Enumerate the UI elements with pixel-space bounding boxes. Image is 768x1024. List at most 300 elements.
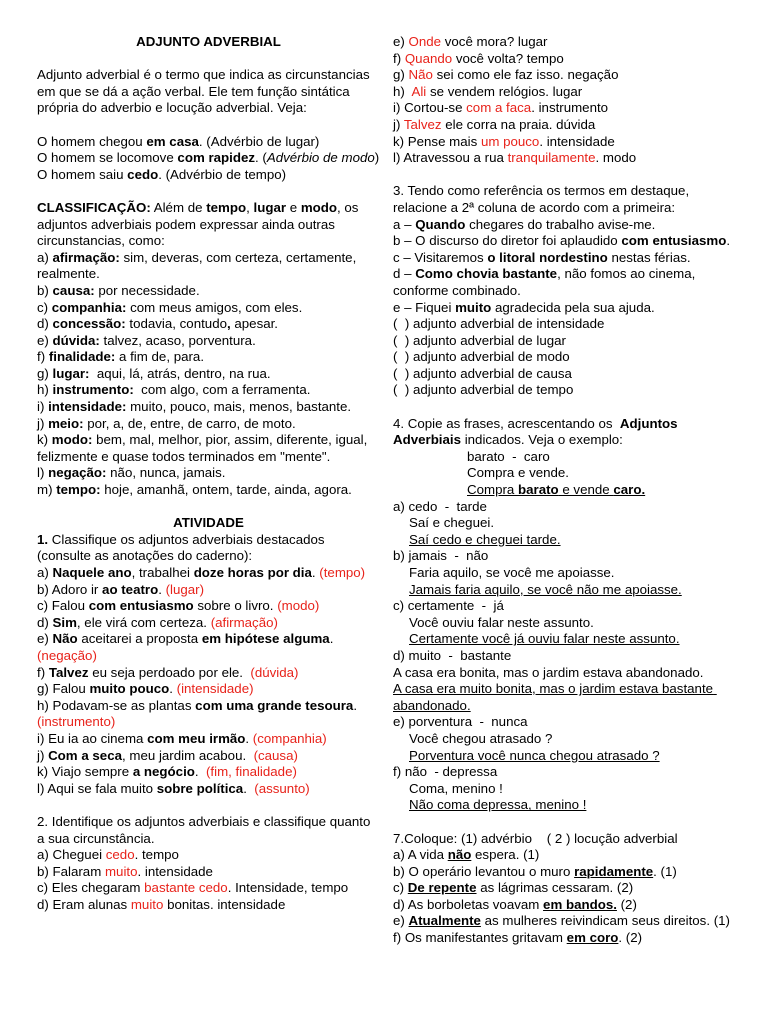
text-line: [393, 34, 733, 51]
text-run: com entusiasmo: [88, 598, 194, 614]
text-run: bem, mal, melhor, pior, assim, diferente, igual, felizmente e quase todos terminados em "mente".: [37, 432, 372, 464]
text-run: você mora? lugar: [441, 34, 548, 49]
text-run: com meu irmão: [147, 730, 246, 746]
text-run: com uma grande tesoura: [195, 697, 354, 713]
text-line: [37, 432, 380, 465]
text-run: Não: [52, 631, 78, 647]
text-run: , os adjuntos adverbiais podem expressar ainda outras circunstancias, como:: [37, 199, 363, 249]
text-run: k) Pense mais: [393, 133, 481, 149]
text-run: ( ) adjunto adverbial de lugar: [393, 332, 566, 348]
text-run: . (1): [653, 863, 677, 879]
text-run: . (Advérbio de tempo): [158, 166, 287, 182]
text-run: (assunto): [254, 780, 310, 796]
text-run: Advérbio de modo: [266, 150, 375, 166]
blank-line: [37, 51, 380, 68]
text-run: (negação): [37, 647, 97, 663]
text-line: [393, 217, 733, 234]
text-line: [393, 150, 733, 167]
text-run: a): [37, 249, 53, 265]
text-run: (intensidade): [176, 681, 254, 697]
text-run: nestas férias.: [607, 249, 691, 265]
text-run: Não coma depressa, menino !: [409, 797, 587, 813]
text-run: a) A vida: [393, 847, 448, 863]
text-run: não, nunca, jamais.: [106, 465, 226, 481]
blank-line: [393, 167, 733, 184]
text-run: afirmação:: [52, 249, 120, 265]
text-line: [37, 316, 380, 333]
text-run: ( ) adjunto adverbial de tempo: [393, 382, 574, 398]
text-run: c – Visitaremos: [393, 249, 488, 265]
text-line: [393, 134, 733, 151]
text-line: [393, 349, 733, 366]
text-run: ( ) adjunto adverbial de causa: [393, 365, 572, 381]
text-run: muito: [104, 863, 138, 879]
text-line: [393, 515, 733, 532]
text-line: [393, 548, 733, 565]
text-line: [37, 880, 380, 897]
text-line: [37, 67, 380, 117]
text-run: modo: [300, 199, 338, 215]
text-run: (afirmação): [210, 614, 278, 630]
text-run: e – Fiquei: [393, 299, 456, 315]
text-run: (2): [616, 896, 637, 912]
text-run: c): [393, 880, 408, 896]
text-run: (tempo): [319, 565, 366, 580]
text-line: [393, 764, 733, 781]
text-line: [393, 731, 733, 748]
text-run: a) cedo - tarde: [393, 498, 487, 514]
text-run: ,: [226, 316, 231, 332]
text-line: [37, 731, 380, 748]
text-run: ( ) adjunto adverbial de intensidade: [393, 316, 605, 332]
text-line: [37, 698, 380, 731]
text-run: as lágrimas cessaram. (2): [476, 880, 634, 896]
text-run: causa:: [52, 282, 95, 298]
text-line: [393, 183, 733, 216]
text-run: Saí cedo e cheguei tarde.: [409, 531, 561, 547]
text-line: [37, 631, 380, 664]
text-line: [393, 499, 733, 516]
text-line: [393, 665, 733, 682]
text-line: [37, 665, 380, 682]
text-run: f): [393, 50, 405, 66]
blank-line: [37, 499, 380, 516]
text-run: (instrumento): [37, 714, 116, 730]
text-line: [393, 366, 733, 383]
text-run: i) Eu ia ao cinema: [37, 730, 148, 746]
text-line: [393, 582, 733, 599]
text-run: A casa era bonita, mas o jardim estava abandonado.: [393, 664, 704, 680]
text-line: [37, 681, 380, 698]
text-run: o litoral nordestino: [487, 249, 608, 265]
text-run: aceitarei a proposta: [77, 631, 202, 647]
text-run: ao teatro: [102, 581, 159, 597]
text-run: meio:: [48, 415, 84, 431]
text-line: [393, 880, 733, 897]
text-run: e): [37, 631, 53, 647]
text-line: [37, 565, 380, 582]
text-line: [37, 897, 380, 914]
text-line: [37, 847, 380, 864]
text-run: j): [37, 415, 49, 431]
text-run: e): [393, 34, 409, 49]
text-run: Classifique os adjuntos adverbiais destacados (consulte as anotações do caderno):: [37, 531, 329, 564]
text-run: instrumento:: [52, 382, 134, 398]
text-run: chegares do trabalho avise-me.: [465, 216, 656, 232]
text-line: [393, 748, 733, 765]
text-run: em bandos.: [543, 896, 617, 912]
text-line: [393, 831, 733, 848]
text-run: (companhia): [252, 730, 327, 746]
text-run: Saí e cheguei.: [409, 515, 495, 531]
text-run: 4. Copie as frases, acrescentando os: [393, 415, 620, 431]
text-run: bonitas. intensidade: [163, 896, 286, 912]
text-run: rapidamente: [574, 863, 654, 879]
text-run: O homem saiu: [37, 166, 128, 182]
text-run: a –: [393, 216, 416, 232]
text-run: .: [243, 780, 255, 796]
text-line: [37, 482, 380, 499]
text-run: eu seja perdoado por ele.: [88, 664, 251, 680]
blank-line: [37, 117, 380, 134]
text-line: [393, 615, 733, 632]
text-run: . (2): [618, 930, 643, 946]
text-line: [37, 399, 380, 416]
text-run: bastante cedo: [144, 880, 228, 896]
text-run: ( ) adjunto adverbial de modo: [393, 349, 570, 365]
text-run: .: [169, 681, 177, 697]
text-run: finalidade:: [48, 349, 116, 365]
text-run: você volta? tempo: [452, 50, 564, 66]
text-line: [393, 797, 733, 814]
text-line: [393, 913, 733, 930]
text-line: [393, 233, 733, 250]
text-run: h): [37, 382, 53, 398]
text-line: [37, 598, 380, 615]
text-run: por, a, de, entre, de carro, de moto.: [83, 415, 296, 431]
text-run: com entusiasmo: [621, 233, 727, 249]
text-run: negação:: [48, 465, 107, 481]
text-run: sobre política: [156, 780, 244, 796]
text-run: . (: [255, 150, 267, 166]
text-line: [393, 51, 733, 68]
text-line: [393, 333, 733, 350]
text-run: Quando: [404, 50, 453, 66]
text-line: [393, 781, 733, 798]
text-run: b): [37, 282, 53, 298]
text-line: [393, 266, 733, 299]
text-run: b) Falaram: [37, 863, 105, 879]
text-run: O homem chegou: [37, 133, 147, 149]
text-run: Adjunto adverbial é o termo que indica as circunstancias em que se dá a ação verbal. Ele tem função sintática própria do adverbio e locução adverbial. Veja:: [37, 67, 374, 116]
text-run: . (Advérbio de lugar): [198, 133, 320, 149]
text-run: , não fomos ao cinema, conforme combinado.: [393, 266, 699, 298]
text-run: com meus amigos, com eles.: [126, 299, 303, 315]
text-run: l): [37, 465, 49, 481]
text-line: [393, 382, 733, 399]
text-run: A casa era muito bonita, mas o jardim estava bastante abandonado.: [393, 681, 717, 713]
text-line: [37, 864, 380, 881]
text-run: k) Viajo sempre: [37, 764, 133, 780]
text-run: d) As borboletas voavam: [393, 896, 544, 912]
text-run: a fim de, para.: [115, 349, 205, 365]
text-line: [393, 565, 733, 582]
blank-line: [37, 183, 380, 200]
text-line: [393, 897, 733, 914]
right-column: [393, 34, 733, 947]
text-run: espera. (1): [471, 847, 540, 863]
text-run: f) não - depressa: [393, 764, 498, 780]
text-run: i): [37, 399, 49, 415]
text-line: [393, 316, 733, 333]
text-run: barato - caro: [467, 448, 550, 464]
text-run: Quando: [415, 216, 466, 232]
text-run: , meu jardim acabou.: [122, 747, 254, 763]
text-run: . instrumento: [531, 100, 609, 116]
blank-line: [393, 814, 733, 831]
text-run: Compra: [467, 482, 518, 498]
text-run: j): [37, 747, 49, 763]
text-line: [37, 34, 380, 51]
text-run: O homem se locomove: [37, 150, 178, 166]
text-run: não: [447, 847, 472, 863]
text-run: por necessidade.: [94, 282, 200, 298]
text-line: [37, 333, 380, 350]
text-run: (lugar): [165, 581, 205, 597]
text-run: 2. Identifique os adjuntos adverbiais e classifique quanto a sua circunstância.: [37, 813, 375, 846]
text-run: com algo, com a ferramenta.: [133, 382, 311, 398]
text-run: . intensidade: [539, 133, 615, 149]
text-run: ele corra na praia. dúvida: [441, 116, 596, 132]
text-run: k): [37, 432, 52, 448]
text-line: [393, 598, 733, 615]
text-run: b) Adoro ir: [37, 581, 103, 597]
text-run: Naquele ano: [52, 565, 132, 580]
text-run: a) Cheguei: [37, 847, 106, 863]
text-run: se vendem relógios. lugar: [426, 83, 583, 99]
text-run: tempo:: [56, 482, 101, 498]
text-run: (modo): [277, 598, 320, 614]
text-line: [37, 167, 380, 184]
text-run: i) Cortou-se: [393, 100, 467, 116]
text-line: [37, 748, 380, 765]
text-line: [393, 681, 733, 714]
text-run: b) O operário levantou o muro: [393, 863, 575, 879]
text-line: [37, 382, 380, 399]
text-run: c) Falou: [37, 598, 89, 614]
text-run: muito, pouco, mais, menos, bastante.: [126, 399, 352, 415]
text-run: cedo: [105, 847, 135, 863]
text-run: Onde: [408, 34, 442, 49]
text-line: [37, 465, 380, 482]
text-run: as mulheres reivindicam seus direitos. (1): [480, 913, 730, 929]
text-run: h): [393, 83, 412, 99]
text-line: [37, 366, 380, 383]
text-run: f): [37, 349, 49, 365]
text-run: e): [393, 913, 409, 929]
text-run: e) porventura - nunca: [393, 714, 528, 730]
text-run: modo:: [51, 432, 93, 448]
text-run: lugar:: [52, 365, 90, 381]
text-run: De repente: [407, 880, 477, 896]
text-run: Compra e vende.: [467, 465, 569, 481]
text-run: agradecida pela sua ajuda.: [491, 299, 655, 315]
text-line: [393, 300, 733, 317]
text-run: Como chovia bastante: [415, 266, 558, 282]
text-run: .: [311, 565, 320, 580]
text-run: muito: [130, 896, 164, 912]
text-run: Coma, menino !: [409, 780, 503, 796]
text-run: (fim, finalidade): [206, 764, 297, 780]
text-line: [37, 532, 380, 565]
text-run: ,: [246, 199, 254, 215]
text-line: [37, 283, 380, 300]
text-line: [393, 416, 733, 449]
text-run: d): [37, 316, 53, 332]
text-run: m): [37, 482, 57, 498]
text-line: [37, 582, 380, 599]
text-line: [393, 67, 733, 84]
text-run: companhia:: [51, 299, 127, 315]
text-run: em hipótese alguma: [201, 631, 330, 647]
text-line: [37, 416, 380, 433]
text-run: Você ouviu falar neste assunto.: [409, 614, 594, 630]
text-run: barato: [518, 482, 559, 498]
text-line: [393, 847, 733, 864]
text-run: . modo: [595, 150, 637, 166]
text-line: [393, 84, 733, 101]
text-run: sobre o livro.: [193, 598, 278, 614]
text-run: Com a seca: [48, 747, 122, 763]
text-run: tranquilamente: [507, 150, 596, 166]
text-run: .: [194, 764, 206, 780]
text-run: talvez, acaso, porventura.: [99, 332, 256, 348]
text-run: f) Os manifestantes gritavam: [393, 930, 567, 946]
text-line: [393, 714, 733, 731]
text-run: c) Eles chegaram: [37, 880, 145, 896]
text-run: e vende: [558, 482, 614, 498]
text-run: .: [329, 631, 338, 647]
text-run: a): [37, 565, 53, 580]
text-run: l) Aqui se fala muito: [37, 780, 157, 796]
text-line: [393, 117, 733, 134]
text-run: em casa: [146, 133, 199, 149]
text-line: [393, 930, 733, 947]
text-run: d) muito - bastante: [393, 647, 512, 663]
text-run: dúvida:: [52, 332, 100, 348]
blank-line: [393, 399, 733, 416]
text-run: sei como ele faz isso. negação: [432, 67, 619, 83]
text-run: CLASSIFICAÇÃO:: [37, 199, 151, 215]
text-run: Jamais faria aquilo, se você não me apoiasse.: [409, 581, 682, 597]
text-run: um pouco: [480, 133, 540, 149]
text-run: Ali: [411, 83, 427, 99]
text-run: muito: [455, 299, 492, 315]
text-run: ): [374, 150, 380, 166]
text-run: 3. Tendo como referência os termos em destaque, relacione a 2ª coluna de acordo com a primeira:: [393, 183, 693, 215]
left-column: [37, 34, 380, 913]
text-line: [393, 465, 733, 482]
text-run: cedo: [127, 166, 159, 182]
text-run: l) Atravessou a rua: [393, 150, 508, 166]
text-run: Não: [408, 67, 433, 83]
text-line: [37, 781, 380, 798]
text-run: .: [353, 697, 365, 713]
text-run: indicados. Veja o exemplo:: [461, 432, 623, 448]
text-run: . intensidade: [137, 863, 213, 879]
text-run: Você chegou atrasado ?: [409, 730, 553, 746]
text-line: [393, 449, 733, 466]
text-line: [37, 300, 380, 317]
text-run: , ele virá com certeza.: [76, 614, 211, 630]
text-run: . Intensidade, tempo: [227, 880, 349, 896]
text-run: d): [37, 614, 53, 630]
text-run: Sim: [52, 614, 77, 630]
text-run: ATIVIDADE: [173, 515, 244, 531]
text-run: 7.Coloque: (1) advérbio ( 2 ) locução adverbial: [393, 830, 678, 846]
text-run: lugar: [253, 199, 287, 215]
text-run: j): [393, 116, 404, 132]
text-line: [393, 532, 733, 549]
text-line: [393, 482, 733, 499]
text-run: e): [37, 332, 53, 348]
text-run: b) jamais - não: [393, 548, 489, 564]
text-line: [37, 814, 380, 847]
text-run: Além de: [150, 199, 207, 215]
text-run: ADJUNTO ADVERBIAL: [136, 34, 281, 49]
text-run: .: [158, 581, 166, 597]
text-run: todavia, contudo: [125, 316, 227, 332]
text-run: a negócio: [132, 764, 195, 780]
text-run: com rapidez: [177, 150, 256, 166]
text-line: [37, 349, 380, 366]
text-run: Adjuntos Adverbiais: [393, 415, 681, 448]
text-line: [393, 250, 733, 267]
text-run: e: [286, 199, 301, 215]
text-run: com a faca: [466, 100, 532, 116]
text-run: . tempo: [134, 847, 179, 863]
text-run: f): [37, 664, 49, 680]
text-line: [37, 200, 380, 250]
blank-line: [37, 797, 380, 814]
text-run: caro.: [613, 482, 646, 498]
text-run: muito pouco: [89, 681, 170, 697]
text-run: em coro: [566, 930, 619, 946]
text-run: hoje, amanhã, ontem, tarde, ainda, agora.: [100, 482, 352, 498]
text-run: (dúvida): [250, 664, 299, 680]
text-run: (causa): [253, 747, 298, 763]
text-line: [393, 864, 733, 881]
text-run: sim, deveras, com certeza, certamente, realmente.: [37, 249, 360, 282]
text-run: c) certamente - já: [393, 598, 504, 614]
text-run: h) Podavam-se as plantas: [37, 697, 196, 713]
text-run: Certamente você já ouviu falar neste assunto.: [409, 631, 680, 647]
text-run: apesar.: [230, 316, 278, 332]
text-run: intensidade:: [48, 399, 127, 415]
text-run: , trabalhei: [131, 565, 194, 580]
text-run: Faria aquilo, se você me apoiasse.: [409, 565, 615, 580]
text-run: c): [37, 299, 52, 315]
text-run: Talvez: [403, 116, 442, 132]
text-line: [37, 134, 380, 151]
text-run: .: [726, 233, 731, 249]
text-run: d –: [393, 266, 416, 282]
text-line: [37, 150, 380, 167]
text-run: Atualmente: [408, 913, 481, 929]
text-run: g): [393, 67, 409, 83]
text-line: [37, 250, 380, 283]
text-line: [37, 764, 380, 781]
